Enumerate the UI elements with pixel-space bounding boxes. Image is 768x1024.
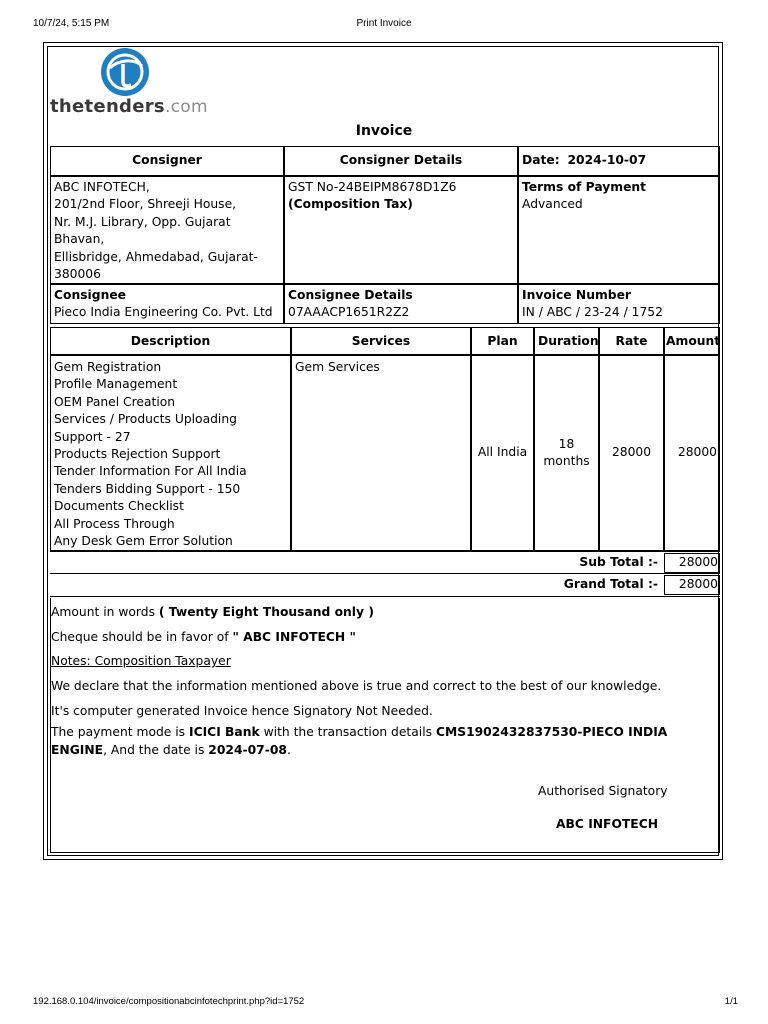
- declaration: We declare that the information mentioned above is true and correct to the best of our knowledge.: [51, 679, 662, 693]
- grand-total-label: Grand Total :-: [563, 577, 658, 591]
- col-services: Services: [291, 327, 471, 355]
- print-url: 192.168.0.104/invoice/compositionabcinfotechprint.php?id=1752: [33, 996, 305, 1007]
- totals-bottom-rule: [50, 596, 720, 597]
- logo-emblem-icon: [94, 46, 156, 98]
- col-duration: Duration: [534, 327, 599, 355]
- amount-in-words: Amount in words ( Twenty Eight Thousand only ): [51, 605, 374, 619]
- consigner-header: Consigner: [50, 146, 284, 176]
- cheque-favor: Cheque should be in favor of " ABC INFOTECH ": [51, 630, 356, 644]
- logo-wordmark: thetenders.com: [50, 96, 208, 117]
- row-duration: 18 months: [534, 355, 599, 551]
- col-rate: Rate: [599, 327, 664, 355]
- authorised-signatory-label: Authorised Signatory: [538, 784, 668, 798]
- row-rate: 28000: [599, 355, 664, 551]
- computer-generated-note: It's computer generated Invoice hence Signatory Not Needed.: [51, 704, 433, 718]
- invoice-number-cell: Invoice Number IN / ABC / 23-24 / 1752: [518, 284, 720, 324]
- totals-mid-rule: [50, 573, 720, 574]
- sub-total-label: Sub Total :-: [579, 555, 658, 569]
- invoice-date: 2024-10-07: [567, 153, 647, 167]
- print-title: Print Invoice: [356, 18, 412, 29]
- consignee-details-cell: Consignee Details 07AAACP1651R2Z2: [284, 284, 518, 324]
- row-services: Gem Services: [291, 355, 471, 551]
- date-cell: Date: 2024-10-07: [518, 146, 720, 176]
- col-amount: Amount: [664, 327, 720, 355]
- invoice-title: Invoice: [355, 123, 413, 139]
- print-header: [0, 18, 768, 32]
- consigner-gst: GST No-24BEIPM8678D1Z6 (Composition Tax): [284, 176, 518, 284]
- print-datetime: 10/7/24, 5:15 PM: [33, 18, 110, 29]
- totals-top-rule: [50, 551, 720, 552]
- col-description: Description: [50, 327, 291, 355]
- col-plan: Plan: [471, 327, 534, 355]
- payment-details: The payment mode is ICICI Bank with the transaction details CMS1902432837530-PIECO INDIA ENGINE, And the date is 2024-07-08.: [51, 725, 668, 757]
- grand-total-value: 28000: [664, 575, 720, 595]
- row-amount: 28000: [664, 355, 720, 551]
- consignee-cell: Consignee Pieco India Engineering Co. Pvt. Ltd: [50, 284, 284, 324]
- composition-note: Notes: Composition Taxpayer: [51, 654, 231, 668]
- sub-total-value: 28000: [664, 553, 720, 573]
- terms-of-payment: Terms of Payment Advanced: [518, 176, 720, 284]
- consigner-address: ABC INFOTECH, 201/2nd Floor, Shreeji House, Nr. M.J. Library, Opp. Gujarat Bhavan, Ellisbridge, Ahmedabad, Gujarat- 380006: [50, 176, 284, 284]
- print-page-number: 1/1: [724, 996, 738, 1007]
- signatory-company: ABC INFOTECH: [556, 817, 659, 831]
- row-description: Gem Registration Profile Management OEM Panel Creation Services / Products Uploading Support - 27 Products Rejection Support Tender Information For All India Tenders Bidding Support - 150 Documents Checklist All Process Through Any Desk Gem Error Solution: [50, 355, 291, 551]
- company-logo: [50, 46, 210, 122]
- consigner-details-header: Consigner Details: [284, 146, 518, 176]
- row-plan: All India: [471, 355, 534, 551]
- print-footer: [0, 996, 768, 1010]
